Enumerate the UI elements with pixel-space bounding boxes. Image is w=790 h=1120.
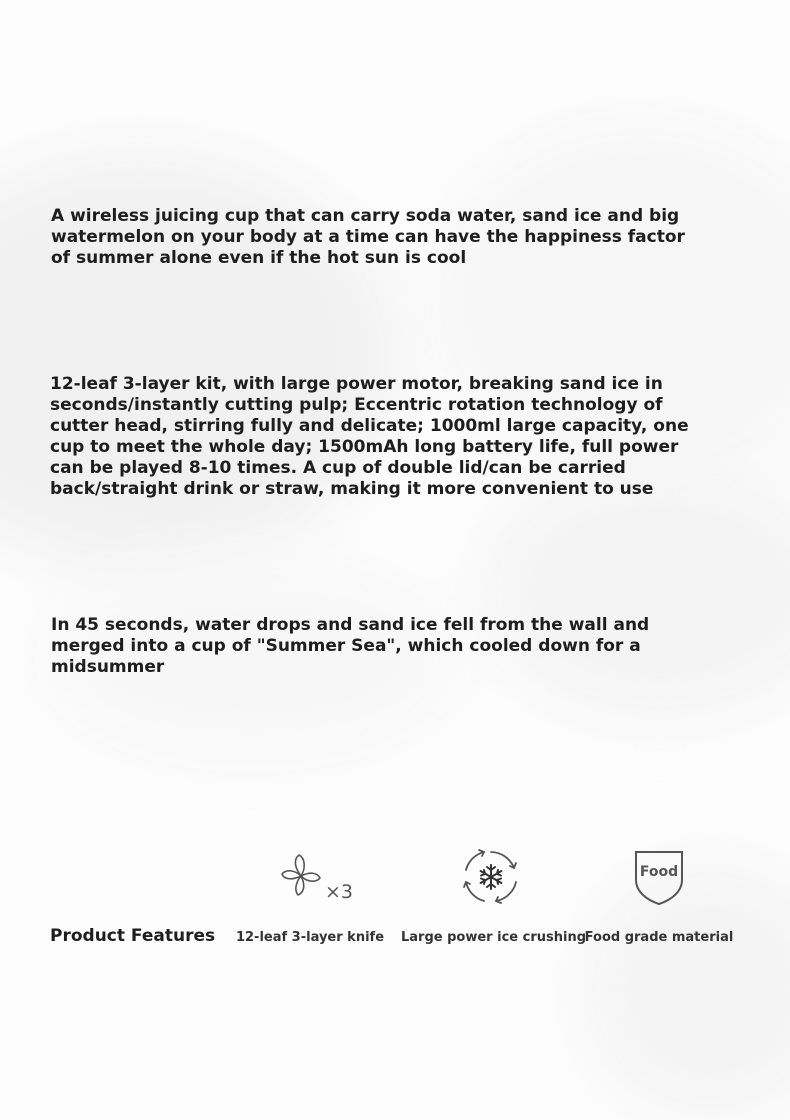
feature-knife	[220, 846, 400, 945]
intro-paragraph: A wireless juicing cup that can carry soda water, sand ice and big watermelon on your body at a time can have the happiness factor of summer alone even if the hot sun is cool	[51, 206, 685, 268]
feature-label: Large power ice crushing	[401, 930, 587, 945]
feature-food	[569, 846, 749, 945]
feature-label: 12-leaf 3-layer knife	[235, 930, 385, 945]
snowflake-cycle-icon	[460, 846, 522, 908]
feature-label: Food grade material	[584, 930, 734, 945]
summer-paragraph: In 45 seconds, water drops and sand ice fell from the wall and merged into a cup of "Summer Sea", which cooled down for a midsummer	[51, 615, 650, 677]
food-shield-label: Food	[639, 864, 679, 880]
specs-paragraph: 12-leaf 3-layer kit, with large power motor, breaking sand ice in seconds/instantly cutting pulp; Eccentric rotation technology of cutter head, stirring fully and delicate; 1000ml large capacity, one cup to meet the whole day; 1500mAh long battery life, full power can be played 8-10 times. A cup of double lid/can be carried back/straight drink or straw, making it more convenient to use	[50, 374, 689, 499]
fan-blade-multiplier: ×3	[325, 881, 354, 903]
food-shield-icon	[631, 846, 687, 908]
feature-ice	[401, 846, 587, 945]
features-title: Product Features	[50, 926, 216, 946]
fan-blade-icon	[265, 846, 355, 908]
